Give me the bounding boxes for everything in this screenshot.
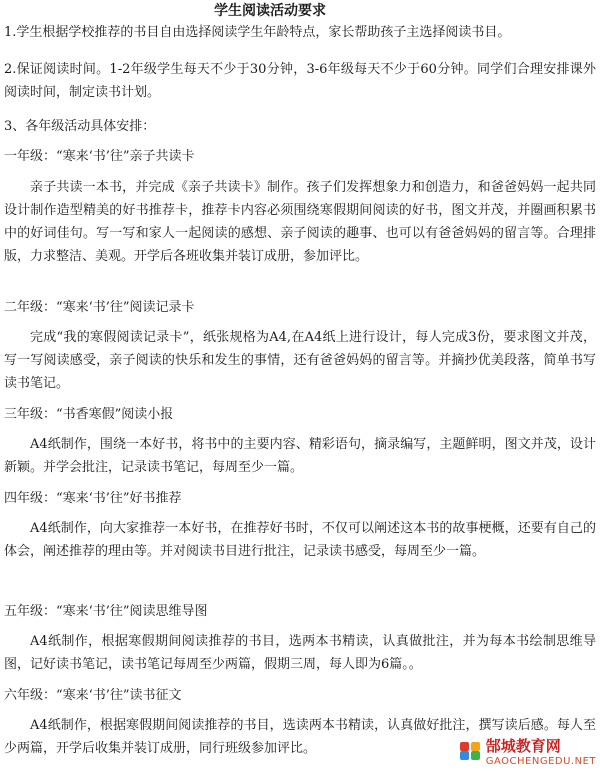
grade-3-body: A4纸制作，围绕一本好书，将书中的主要内容、精彩语句，摘录编写，主题鲜明，图文并茂，设计新颖。并学会批注，记录读书笔记，每周至少一篇。: [4, 437, 596, 475]
grade-2-heading: 二年级：“寒来‘书’往”阅读记录卡: [4, 300, 195, 315]
watermark-name: 郜城教育网: [485, 737, 561, 755]
grade-5-heading: 五年级：“寒来‘书’往”阅读思维导图: [4, 604, 208, 619]
grade-4-body: A4纸制作，向大家推荐一本好书，在推荐好书时，不仅可以阐述这本书的故事梗概，还要有自己的体会，阐述推荐的理由等。并对阅读书目进行批注，记录读书感受，每周至少一篇。: [4, 521, 596, 559]
logo-icon: [460, 742, 482, 760]
grade-4-heading: 四年级：“寒来‘书’往”好书推荐: [4, 491, 182, 506]
requirement-1: 1.学生根据学校推荐的书目自由选择阅读学生年龄特点，家长帮助孩子主选择阅读书目。: [4, 25, 511, 40]
page-title: 学生阅读活动要求: [214, 3, 326, 19]
grade-2-body: 完成“我的寒假阅读记录卡”，纸张规格为A4,在A4纸上进行设计，每人完成3份，要求图文并茂，写一写阅读感受，亲子阅读的快乐和发生的事情，还有爸爸妈妈的留言等。并摘抄优美段落，简单书写读书笔记。: [4, 330, 596, 391]
requirement-3: 3、各年级活动具体安排：: [4, 119, 156, 134]
grade-3-heading: 三年级：“书香寒假”阅读小报: [4, 407, 174, 422]
grade-1-body: 亲子共读一本书，并完成《亲子共读卡》制作。孩子们发挥想象力和创造力，和爸爸妈妈一起共同设计制作造型精美的好书推荐卡，推荐卡内容必须围绕寒假期间阅读的好书，图文并茂，并圈画积累书中的好词佳句。写一写和家人一起阅读的感想、亲子阅读的趣事、也可以有爸爸妈妈的留言等。合理排版，力求整洁、美观。开学后各班收集并装订成册，参加评比。: [4, 180, 596, 264]
watermark-url: GAOCHENGEDU.NET: [485, 756, 596, 767]
grade-6-body: A4纸制作，根据寒假期间阅读推荐的书目，选读两本书精读，认真做好批注，撰写读后感。每人至少两篇，开学后收集并装订成册，同行班级参加评比。: [4, 718, 596, 756]
site-watermark: [460, 735, 596, 767]
grade-6-heading: 六年级：“寒来‘书’往”读书征文: [4, 688, 182, 703]
grade-5-body: A4纸制作，根据寒假期间阅读推荐的书目，选两本书精读，认真做批注，并为每本书绘制思维导图，记好读书笔记，读书笔记每周至少两篇，假期三周，每人即为6篇。。: [4, 634, 596, 672]
grade-1-heading: 一年级：“寒来‘书’往”亲子共读卡: [4, 149, 195, 164]
requirement-2: 2.保证阅读时间。1-2年级学生每天不少于30分钟，3-6年级每天不少于60分钟。同学们合理安排课外阅读时间，制定读书计划。: [4, 62, 596, 100]
